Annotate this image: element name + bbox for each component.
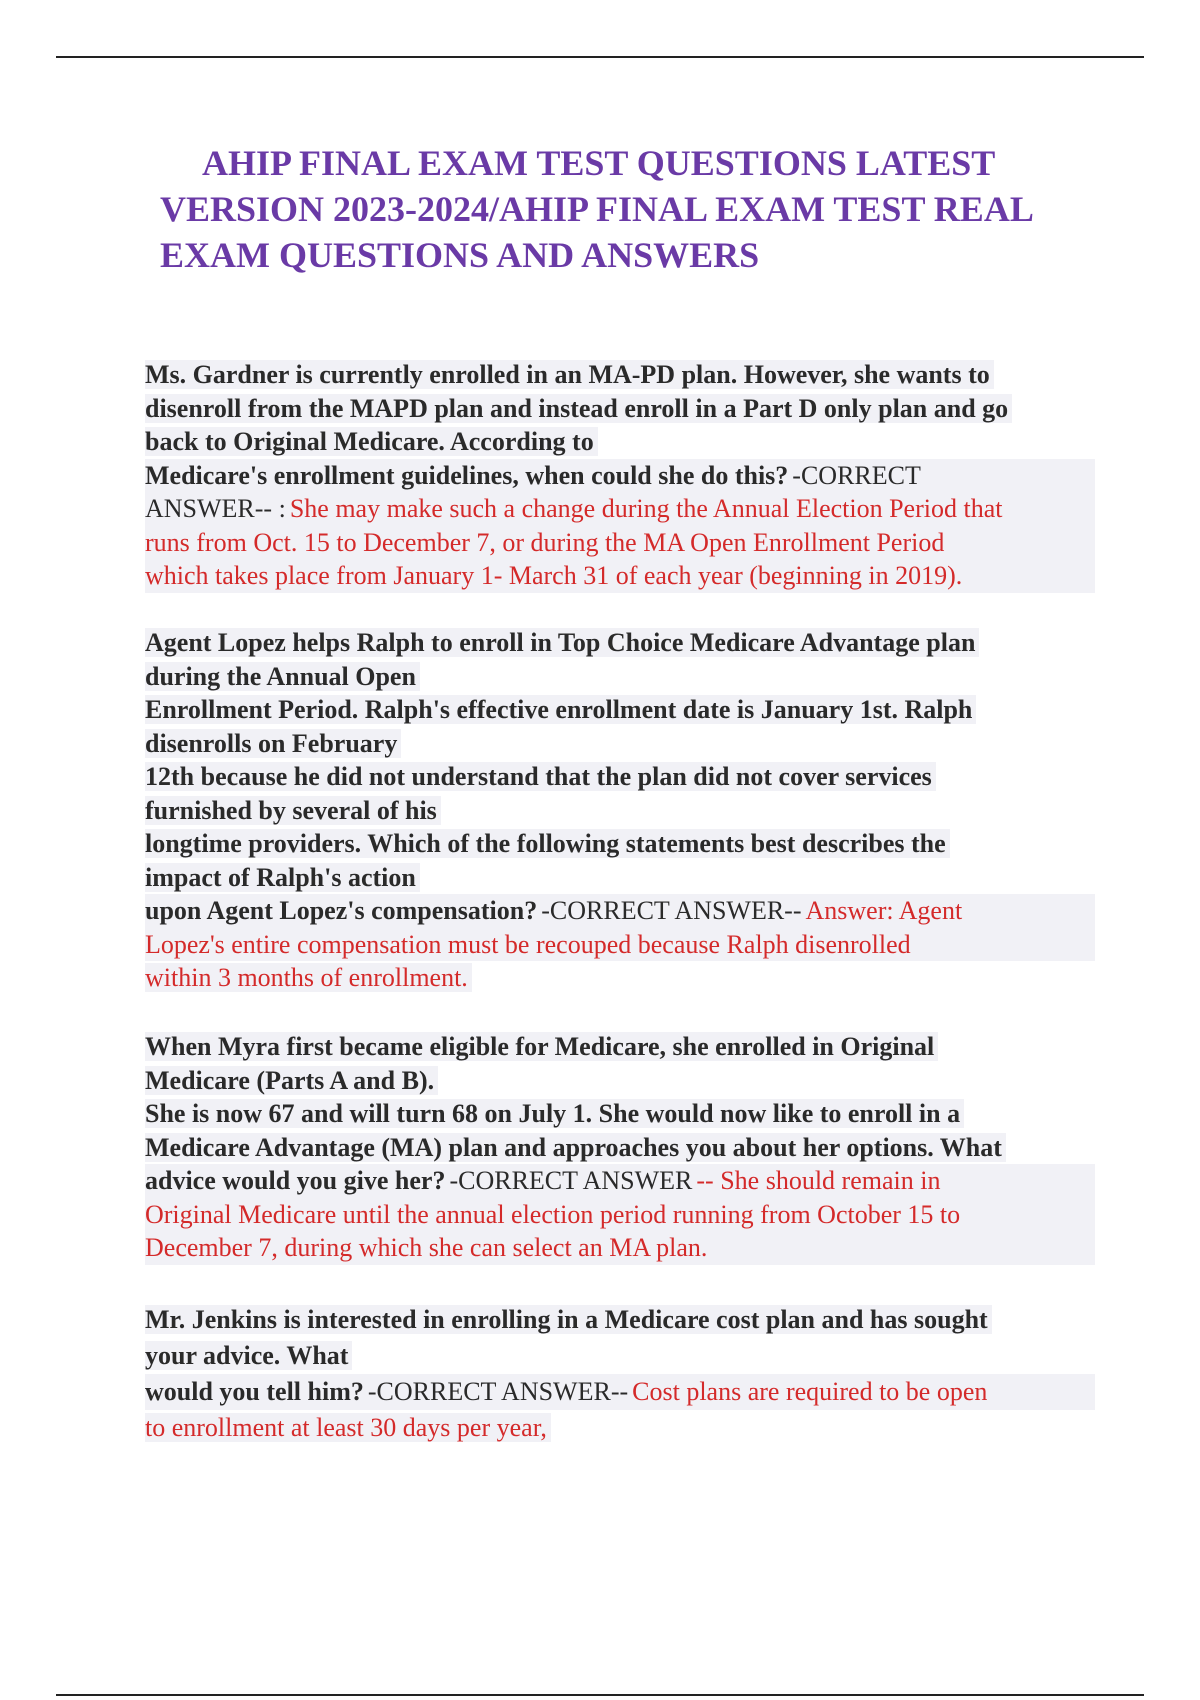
question-text: Medicare's enrollment guidelines, when could she do this? (145, 460, 789, 490)
correct-answer-label: -CORRECT (792, 460, 921, 490)
correct-answer-label: -CORRECT ANSWER-- (541, 896, 802, 925)
answer-text: Answer: Agent (805, 896, 963, 925)
qa-block-gardner (145, 358, 1095, 593)
question-text: your advice. What (145, 1341, 352, 1370)
title-line-2: VERSION 2023-2024/AHIP FINAL EXAM TEST REAL (160, 189, 1034, 229)
question-text: 12th because he did not understand that the plan did not cover services (145, 762, 936, 791)
answer-text: Cost plans are required to be open (632, 1377, 988, 1406)
answer-text: Lopez's entire compensation must be recouped because Ralph disenrolled (145, 929, 911, 959)
question-text: Agent Lopez helps Ralph to enroll in Top Choice Medicare Advantage plan (145, 628, 979, 657)
question-text: Enrollment Period. Ralph's effective enrollment date is January 1st. Ralph (145, 695, 976, 724)
answer-text: December 7, during which she can select an MA plan. (145, 1233, 708, 1262)
question-text: Ms. Gardner is currently enrolled in an MA-PD plan. However, she wants to (145, 360, 994, 389)
correct-answer-label: -CORRECT ANSWER (449, 1166, 693, 1195)
question-text: disenrolls on February (145, 729, 401, 758)
answer-text: runs from Oct. 15 to December 7, or during the MA Open Enrollment Period (145, 527, 945, 557)
title-line-3: EXAM QUESTIONS AND ANSWERS (160, 235, 760, 275)
question-text: furnished by several of his (145, 796, 441, 825)
question-text: back to Original Medicare. According to (145, 427, 598, 456)
qa-block-jenkins (145, 1302, 1095, 1446)
answer-text: -- She should remain in (696, 1166, 941, 1195)
question-text: upon Agent Lopez's compensation? (145, 896, 538, 925)
bottom-rule (56, 1694, 1144, 1696)
document-title (160, 140, 1100, 278)
question-text: disenroll from the MAPD plan and instead enroll in a Part D only plan and go (145, 394, 1012, 423)
qa-block-myra (145, 1030, 1095, 1265)
question-text: Medicare Advantage (MA) plan and approaches you about her options. What (145, 1133, 1006, 1162)
answer-text: to enrollment at least 30 days per year, (145, 1413, 551, 1442)
correct-answer-label: ANSWER-- : (145, 494, 286, 523)
question-text: Medicare (Parts A and B). (145, 1066, 438, 1095)
answer-text: Original Medicare until the annual election period running from October 15 to (145, 1199, 961, 1229)
answer-text: which takes place from January 1- March 31 of each year (beginning in 2019). (145, 561, 963, 590)
title-line-1: AHIP FINAL EXAM TEST QUESTIONS LATEST (202, 143, 996, 183)
top-rule (56, 56, 1144, 58)
qa-block-lopez (145, 626, 1095, 995)
answer-text: She may make such a change during the Annual Election Period that (289, 494, 1003, 523)
question-text: When Myra first became eligible for Medicare, she enrolled in Original (145, 1032, 938, 1061)
question-text: impact of Ralph's action (145, 863, 420, 892)
question-text: Mr. Jenkins is interested in enrolling in a Medicare cost plan and has sought (145, 1305, 992, 1334)
question-text: would you tell him? (145, 1377, 364, 1406)
question-text: advice would you give her? (145, 1166, 446, 1195)
question-text: longtime providers. Which of the following statements best describes the (145, 829, 950, 858)
correct-answer-label: -CORRECT ANSWER-- (367, 1377, 629, 1406)
question-text: She is now 67 and will turn 68 on July 1. She would now like to enroll in a (145, 1099, 964, 1128)
answer-text: within 3 months of enrollment. (145, 963, 472, 992)
question-text: during the Annual Open (145, 662, 420, 691)
